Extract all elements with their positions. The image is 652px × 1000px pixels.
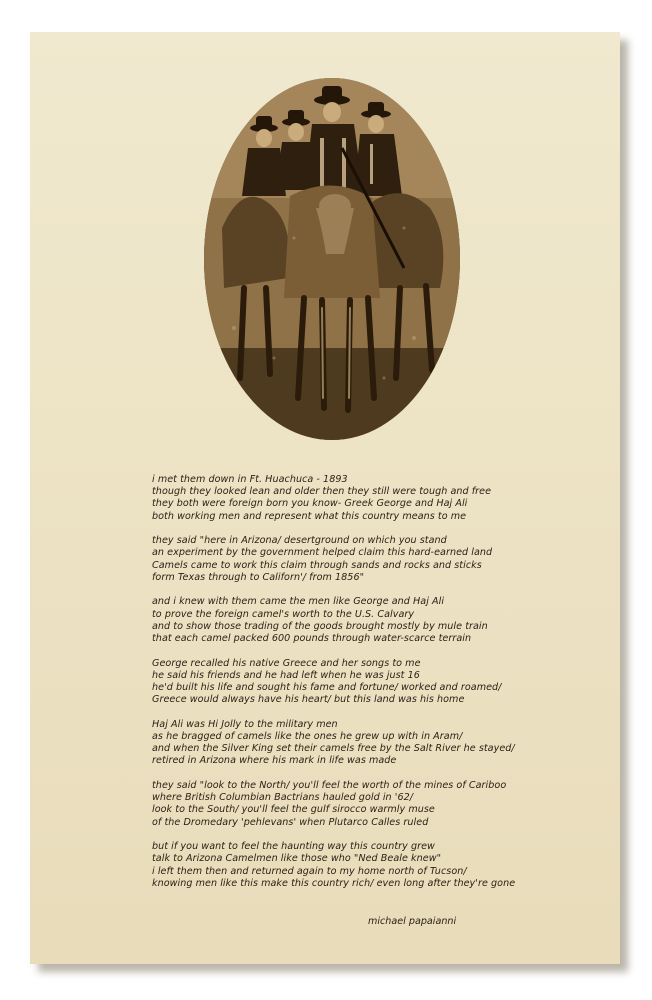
poem-line: as he bragged of camels like the ones he grew up with in Aram/: [152, 731, 463, 743]
poem-line: where British Columbian Bactrians hauled gold in '62/: [152, 792, 414, 804]
poem-line: Haj Ali was Hi Jolly to the military men: [152, 718, 338, 730]
poem-line: knowing men like this make this country rich/ even long after they're gone: [152, 877, 516, 889]
poem-line: that each camel packed 600 pounds through water-scarce terrain: [152, 633, 472, 645]
poem-line: though they looked lean and older then they still were tough and free: [152, 486, 492, 498]
poem-stanza: [152, 780, 612, 829]
poster-sheet: [30, 32, 620, 964]
poem-line: George recalled his native Greece and her songs to me: [152, 657, 421, 669]
poem-signature: michael papaianni: [368, 916, 457, 927]
poem-line: retired in Arizona where his mark in life was made: [152, 755, 397, 767]
poem-stanza: [152, 596, 612, 645]
poem-line: i left them then and returned again to my home north of Tucson/: [152, 865, 467, 877]
poem-line: he said his friends and he had left when he was just 16: [152, 669, 420, 681]
poem-stanza: [152, 719, 612, 768]
poem-line: they said "here in Arizona/ desertground on which you stand: [152, 535, 447, 547]
poem-line: look to the South/ you'll feel the gulf sirocco warmly muse: [152, 804, 435, 816]
poem-stanza: [152, 474, 612, 523]
poem-line: i met them down in Ft. Huachuca - 1893: [152, 474, 348, 485]
poem-stanza: [152, 658, 612, 707]
camel-riders-illustration: [204, 78, 460, 440]
poem-line: and i knew with them came the men like George and Haj Ali: [152, 596, 445, 608]
poem-stanza: [152, 535, 612, 584]
poem-line: form Texas through to Californ'/ from 1856": [152, 571, 365, 583]
poem-line: and to show those trading of the goods brought mostly by mule train: [152, 620, 488, 632]
poem-line: Greece would always have his heart/ but this land was his home: [152, 694, 465, 706]
poem-line: Camels came to work this claim through sands and rocks and sticks: [152, 559, 482, 571]
camel-riders-photo: [204, 78, 460, 440]
poem-line: talk to Arizona Camelmen like those who "Ned Beale knew": [152, 853, 442, 865]
poem-line: but if you want to feel the haunting way this country grew: [152, 841, 435, 853]
poem-body: [152, 474, 612, 902]
poem-line: they said "look to the North/ you'll feel the worth of the mines of Cariboo: [152, 780, 507, 792]
poem-line: both working men and represent what this country means to me: [152, 510, 467, 522]
poem-line: they both were foreign born you know- Greek George and Haj Ali: [152, 498, 468, 510]
poem-line: to prove the foreign camel's worth to the U.S. Calvary: [152, 608, 415, 620]
poem-line: an experiment by the government helped claim this hard-earned land: [152, 547, 493, 559]
poem-line: and when the Silver King set their camels free by the Salt River he stayed/: [152, 743, 515, 755]
poem-line: of the Dromedary 'pehlevans' when Plutarco Calles ruled: [152, 816, 429, 828]
poem-line: he'd built his life and sought his fame and fortune/ worked and roamed/: [152, 682, 502, 694]
poem-stanza: [152, 841, 612, 890]
